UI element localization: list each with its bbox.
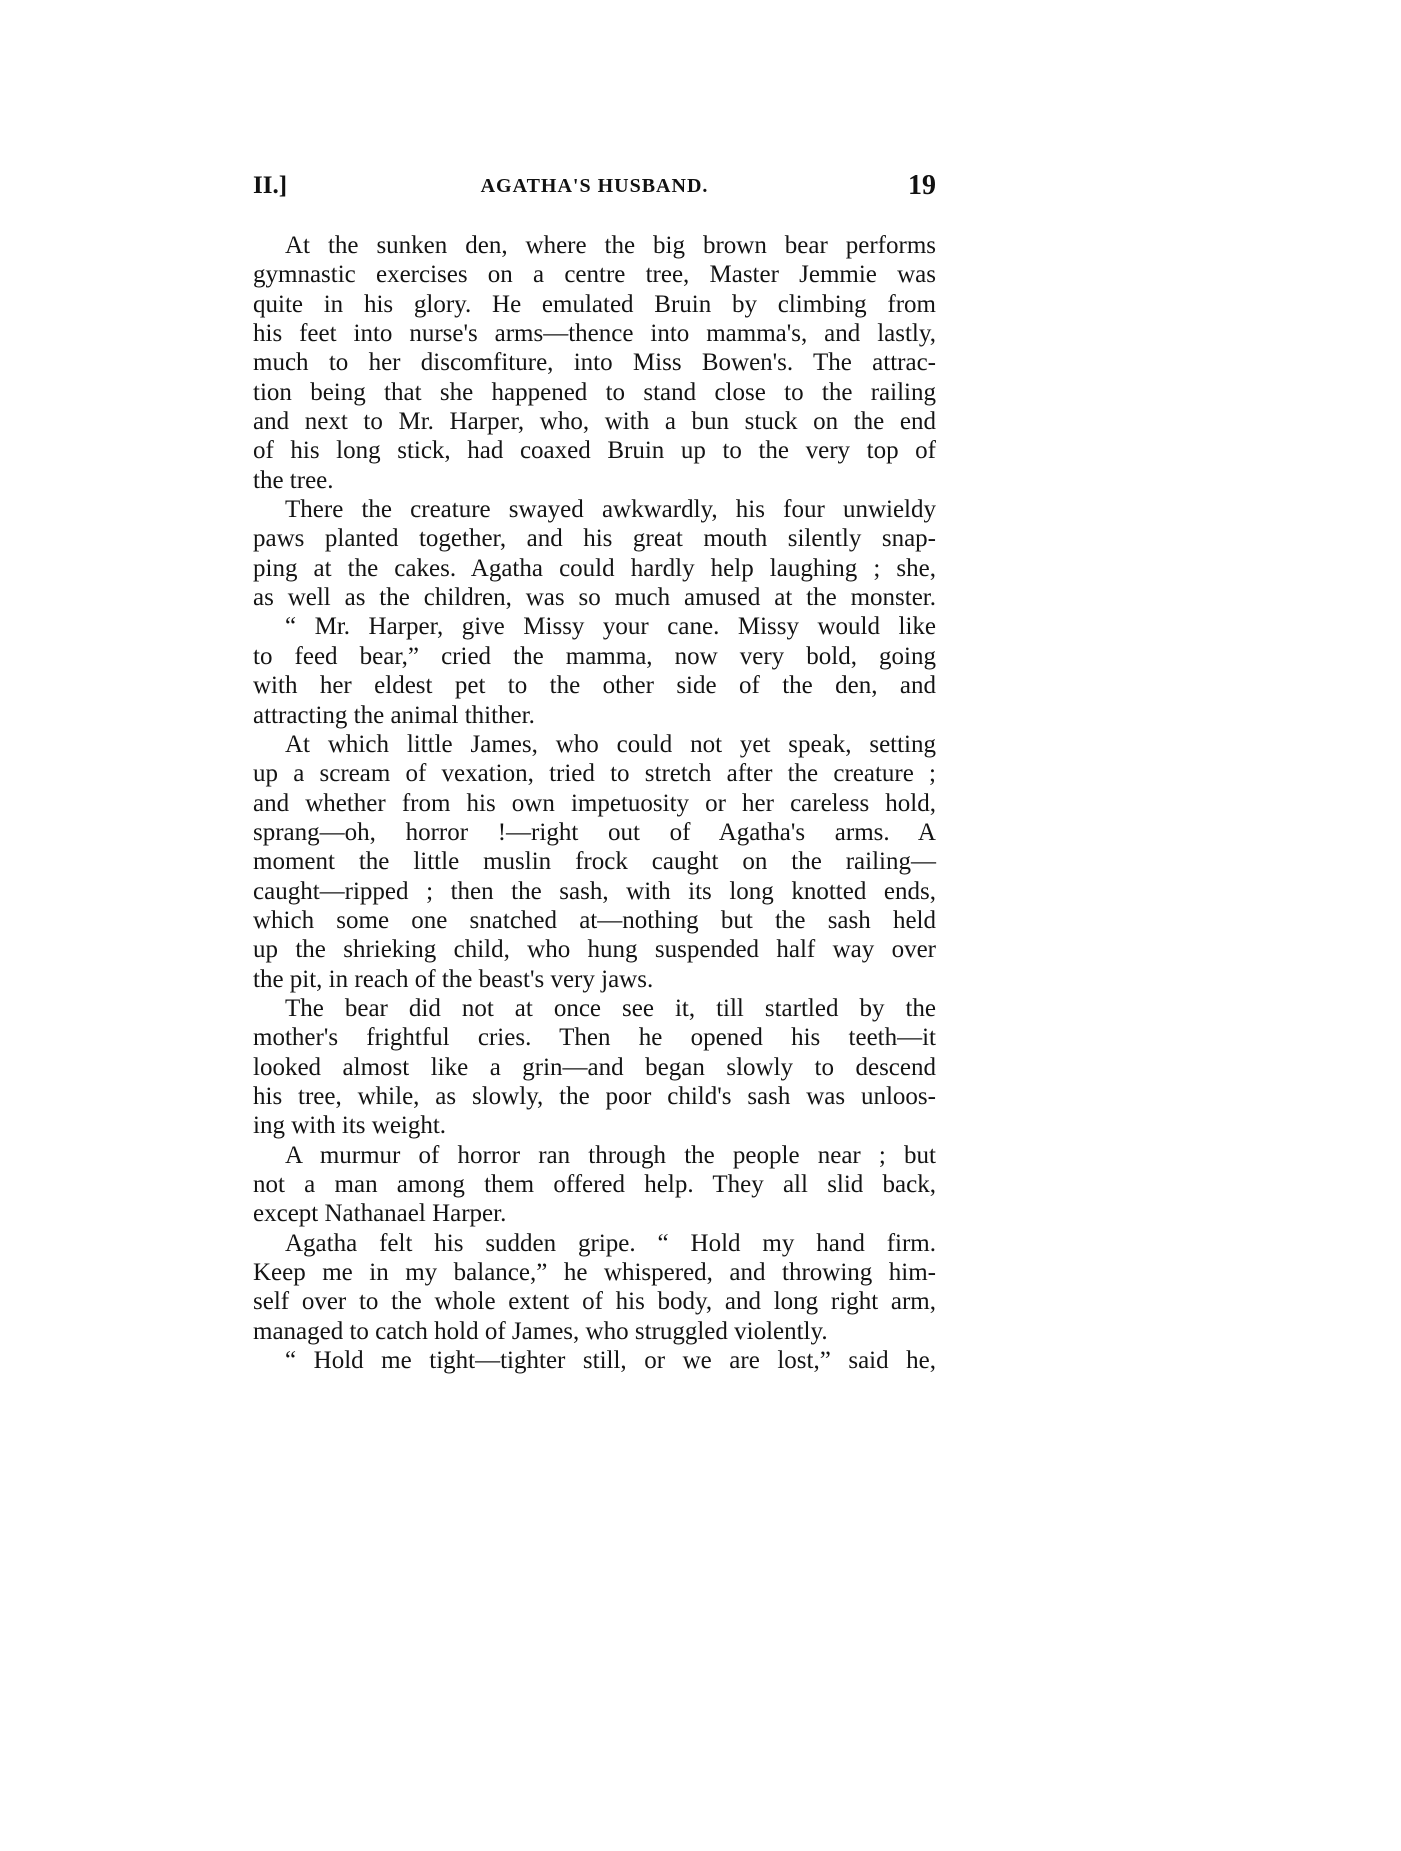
text-line: “ Hold me tight—tighter still, or we are lost,” said he, — [285, 1347, 936, 1375]
paragraph — [253, 612, 936, 729]
text-line: looked almost like a grin—and began slowly to descend — [253, 1053, 936, 1081]
text-line: moment the little muslin frock caught on the railing— — [253, 848, 936, 876]
text-line: paws planted together, and his great mouth silently snap- — [253, 525, 936, 553]
text-line: At which little James, who could not yet speak, setting — [285, 730, 936, 758]
paragraph — [253, 1346, 936, 1375]
text-line: the pit, in reach of the beast's very jaws. — [253, 965, 654, 993]
text-line: There the creature swayed awkwardly, his four unwieldy — [285, 496, 936, 524]
text-line: Agatha felt his sudden gripe. “ Hold my hand firm. — [285, 1229, 936, 1257]
text-line: gymnastic exercises on a centre tree, Master Jemmie was — [253, 261, 936, 289]
chapter-number: II.] — [253, 172, 288, 199]
text-line: The bear did not at once see it, till startled by the — [285, 994, 936, 1022]
text-line: and next to Mr. Harper, who, with a bun stuck on the end — [253, 408, 936, 436]
text-line: managed to catch hold of James, who struggled violently. — [253, 1317, 828, 1345]
paragraph — [253, 1141, 936, 1229]
paragraph — [253, 730, 936, 994]
text-line: of his long stick, had coaxed Bruin up to the very top of — [253, 437, 936, 465]
paragraph — [253, 1229, 936, 1346]
page-number: 19 — [908, 170, 936, 201]
text-line: up a scream of vexation, tried to stretch after the creature ; — [253, 760, 936, 788]
text-line: self over to the whole extent of his body, and long right arm, — [253, 1288, 936, 1316]
text-line: much to her discomfiture, into Miss Bowen's. The attrac- — [253, 349, 936, 377]
text-line: “ Mr. Harper, give Missy your cane. Missy would like — [285, 613, 936, 641]
running-header — [253, 172, 936, 208]
text-line: and whether from his own impetuosity or her careless hold, — [253, 789, 936, 817]
text-line: mother's frightful cries. Then he opened his teeth—it — [253, 1024, 936, 1052]
text-line: up the shrieking child, who hung suspended half way over — [253, 936, 936, 964]
text-line: At the sunken den, where the big brown bear performs — [285, 232, 936, 259]
text-line: his feet into nurse's arms—thence into mamma's, and lastly, — [253, 320, 936, 348]
text-line: caught—ripped ; then the sash, with its long knotted ends, — [253, 877, 936, 905]
text-line: sprang—oh, horror !—right out of Agatha's arms. A — [253, 818, 936, 846]
text-line: to feed bear,” cried the mamma, now very bold, going — [253, 642, 936, 670]
text-line: except Nathanael Harper. — [253, 1200, 507, 1228]
paragraph — [253, 231, 936, 495]
running-title: AGATHA'S HUSBAND. — [480, 175, 709, 197]
body-text — [253, 231, 936, 1375]
text-line: his tree, while, as slowly, the poor child's sash was unloos- — [253, 1082, 936, 1110]
text-line: the tree. — [253, 466, 334, 494]
text-line: ing with its weight. — [253, 1112, 447, 1140]
paragraph — [253, 495, 936, 612]
text-line: quite in his glory. He emulated Bruin by climbing from — [253, 290, 936, 318]
text-line: not a man among them offered help. They all slid back, — [253, 1171, 936, 1198]
text-line: tion being that she happened to stand close to the railing — [253, 378, 936, 406]
text-line: which some one snatched at—nothing but the sash held — [253, 906, 936, 934]
text-line: ping at the cakes. Agatha could hardly help laughing ; she, — [253, 554, 936, 582]
text-line: with her eldest pet to the other side of the den, and — [253, 672, 936, 700]
text-line: Keep me in my balance,” he whispered, and throwing him- — [253, 1259, 936, 1287]
text-line: as well as the children, was so much amused at the monster. — [253, 584, 936, 612]
paragraph — [253, 994, 936, 1141]
text-line: attracting the animal thither. — [253, 701, 535, 729]
text-line: A murmur of horror ran through the people near ; but — [285, 1141, 936, 1169]
